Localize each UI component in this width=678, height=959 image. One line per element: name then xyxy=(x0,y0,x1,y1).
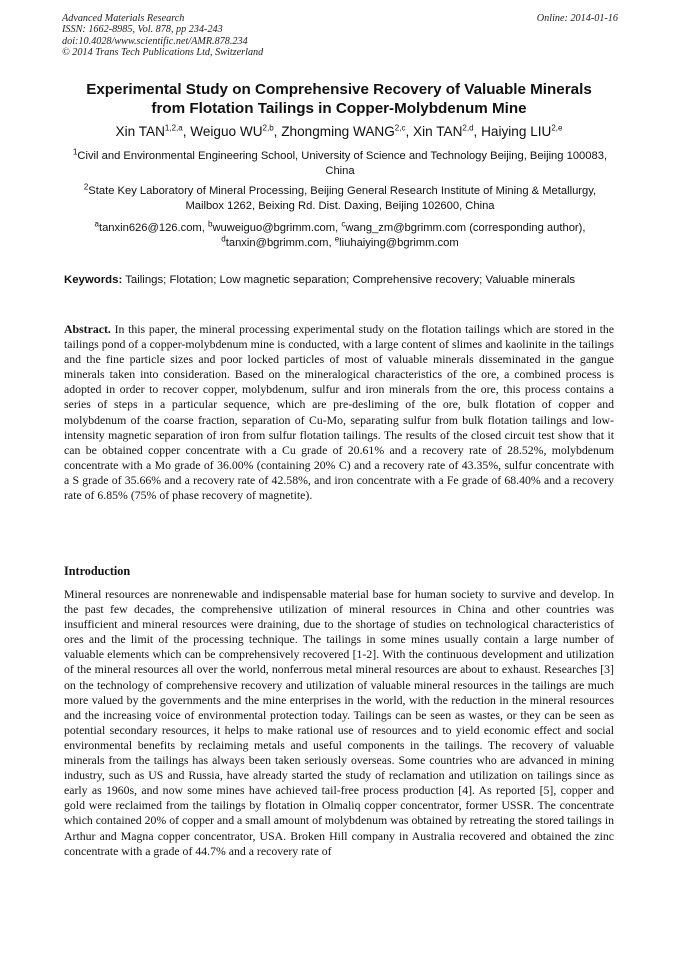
email-item: $^c$wang_zm@bgrimm.com (corresponding author), xyxy=(341,219,586,234)
author: Xin TAN$^{1,2,a}$, xyxy=(115,123,191,139)
journal-name: Advanced Materials Research xyxy=(62,13,185,24)
online-date: Online: 2014-01-16 xyxy=(536,13,618,24)
email-item: $^a$tanxin626@126.com, xyxy=(94,219,208,234)
abstract-label: Abstract. xyxy=(64,322,111,336)
journal-copyright: © 2014 Trans Tech Publications Ltd, Switzerland xyxy=(62,47,264,59)
email-item: $^e$liuhaiying@bgrimm.com xyxy=(334,234,459,249)
author: Haiying LIU$^{2,e}$ xyxy=(481,123,563,139)
email-item: $^d$tanxin@bgrimm.com, xyxy=(221,234,335,249)
author: Zhongming WANG$^{2,c}$, xyxy=(281,123,414,139)
keywords-text: Tailings; Flotation; Low magnetic separation; Comprehensive recovery; Valuable minerals xyxy=(122,274,576,286)
author: Weiguo WU$^{2,b}$, xyxy=(190,123,282,139)
journal-issn: ISSN: 1662-8985, Vol. 878, pp 234-243 xyxy=(62,24,223,36)
abstract xyxy=(64,322,614,503)
author-list xyxy=(40,123,638,140)
author: Xin TAN$^{2,d}$, xyxy=(413,123,482,139)
paper-title-line-1: Experimental Study on Comprehensive Recovery of Valuable Minerals xyxy=(86,81,592,98)
paper-title xyxy=(50,80,628,118)
keywords-label: Keywords: xyxy=(64,274,123,286)
paper-title-line-2: from Flotation Tailings in Copper-Molybdenum Mine xyxy=(151,100,527,117)
abstract-text: In this paper, the mineral processing experimental study on the flotation tailings which are stored in the tailings pond of a copper-molybdenum mine is conducted, with a large content of slimes and kaolinite in the tailings and the fine particle sizes and poor locked particles of most of valuable minerals disseminated in the gangue minerals taken into consideration. Based on the mineralogical characteristics of the ore, a combined process is adopted in order to recover copper, molybdenum, sulfur and iron minerals from the ore, this process contains a series of steps in a particular sequence, which are pre-desliming of the ore, bulk flotation of copper and molybdenum of the coarse fraction, separation of Cu-Mo, separating sulfur from bulk flotation tailings and low-intensity magnetic separation of iron from sulfur flotation tailings. The results of the closed circuit test show that it can be obtained copper concentrate with a Cu grade of 20.61% and a recovery rate of 28.52%, molybdenum concentrate with a Mo grade of 36.00% (containing 20% C) and a recovery rate of 43.35%, sulfur concentrate with a S grade of 35.66% and a recovery rate of 42.58%, and iron concentrate with a Fe grade of 68.40% and a recovery rate of 6.85% (75% of phase recovery of magnetite). xyxy=(64,322,614,503)
keywords xyxy=(64,273,614,288)
journal-header xyxy=(62,13,618,59)
affiliation-2: $^2$State Key Laboratory of Mineral Processing, Beijing General Research Institute of Mining & Metallurgy, Mailbox 1262, Beixing Rd. Dist. Daxing, Beijing 102600, China xyxy=(83,182,597,212)
introduction-paragraph: Mineral resources are nonrenewable and indispensable material base for human society to survive and develop. In the past few decades, the comprehensive utilization of mineral resources in China and other countries was insufficient and mineral resources were draining, due to the shortage of studies on technological characteristics of ores and the limit of the processing technique. The tailings in some mines usually contain a large number of valuable elements which can be comprehensively recovered [1-2]. With the continuous development and utilization of the mineral resources all over the world, nonferrous metal mineral resources are about to exhaust. Researches [3] on the technology of comprehensive recovery and utilization of valuable mineral resources in the tailings are much more valued by the governments and the mine enterprises in the world, with the reduction in the mineral resources and the increasing voice of environmental protection today. Tailings can be seen as wastes, or they can be seen as potential secondary resources, it helps to make rational use of resources and to yield economic effect and social environmental benefits by reclaiming metals and useful components in the tailings. The recovery of valuable minerals from the tailings has always been taken seriously overseas. Some countries who are advanced in mining industry, such as US and Russia, have already started the study of reclamation and utilization on tailings since as early as 1960s, and now some mines have achieved tail-free process production [4]. As reported [5], copper and gold were reclaimed from the tailings by flotation in Olmaliq copper concentrator, former USSR. The concentrate which contained 20% of copper and a small amount of molybdenum was obtained by retreating the stored tailings in Arthur and Magna copper concentrator, USA. Broken Hill company in Australia recovered and obtained the zinc concentrate with a grade of 44.7% and a recovery rate of xyxy=(64,587,614,858)
affiliation-1: $^1$Civil and Environmental Engineering School, University of Science and Technology Beijing, Beijing 100083, China xyxy=(72,147,608,177)
email-item: $^b$wuweiguo@bgrimm.com, xyxy=(207,219,342,234)
author-emails xyxy=(60,221,620,251)
section-heading-introduction: Introduction xyxy=(64,564,131,578)
journal-doi: doi:10.4028/www.scientific.net/AMR.878.234 xyxy=(62,35,248,47)
